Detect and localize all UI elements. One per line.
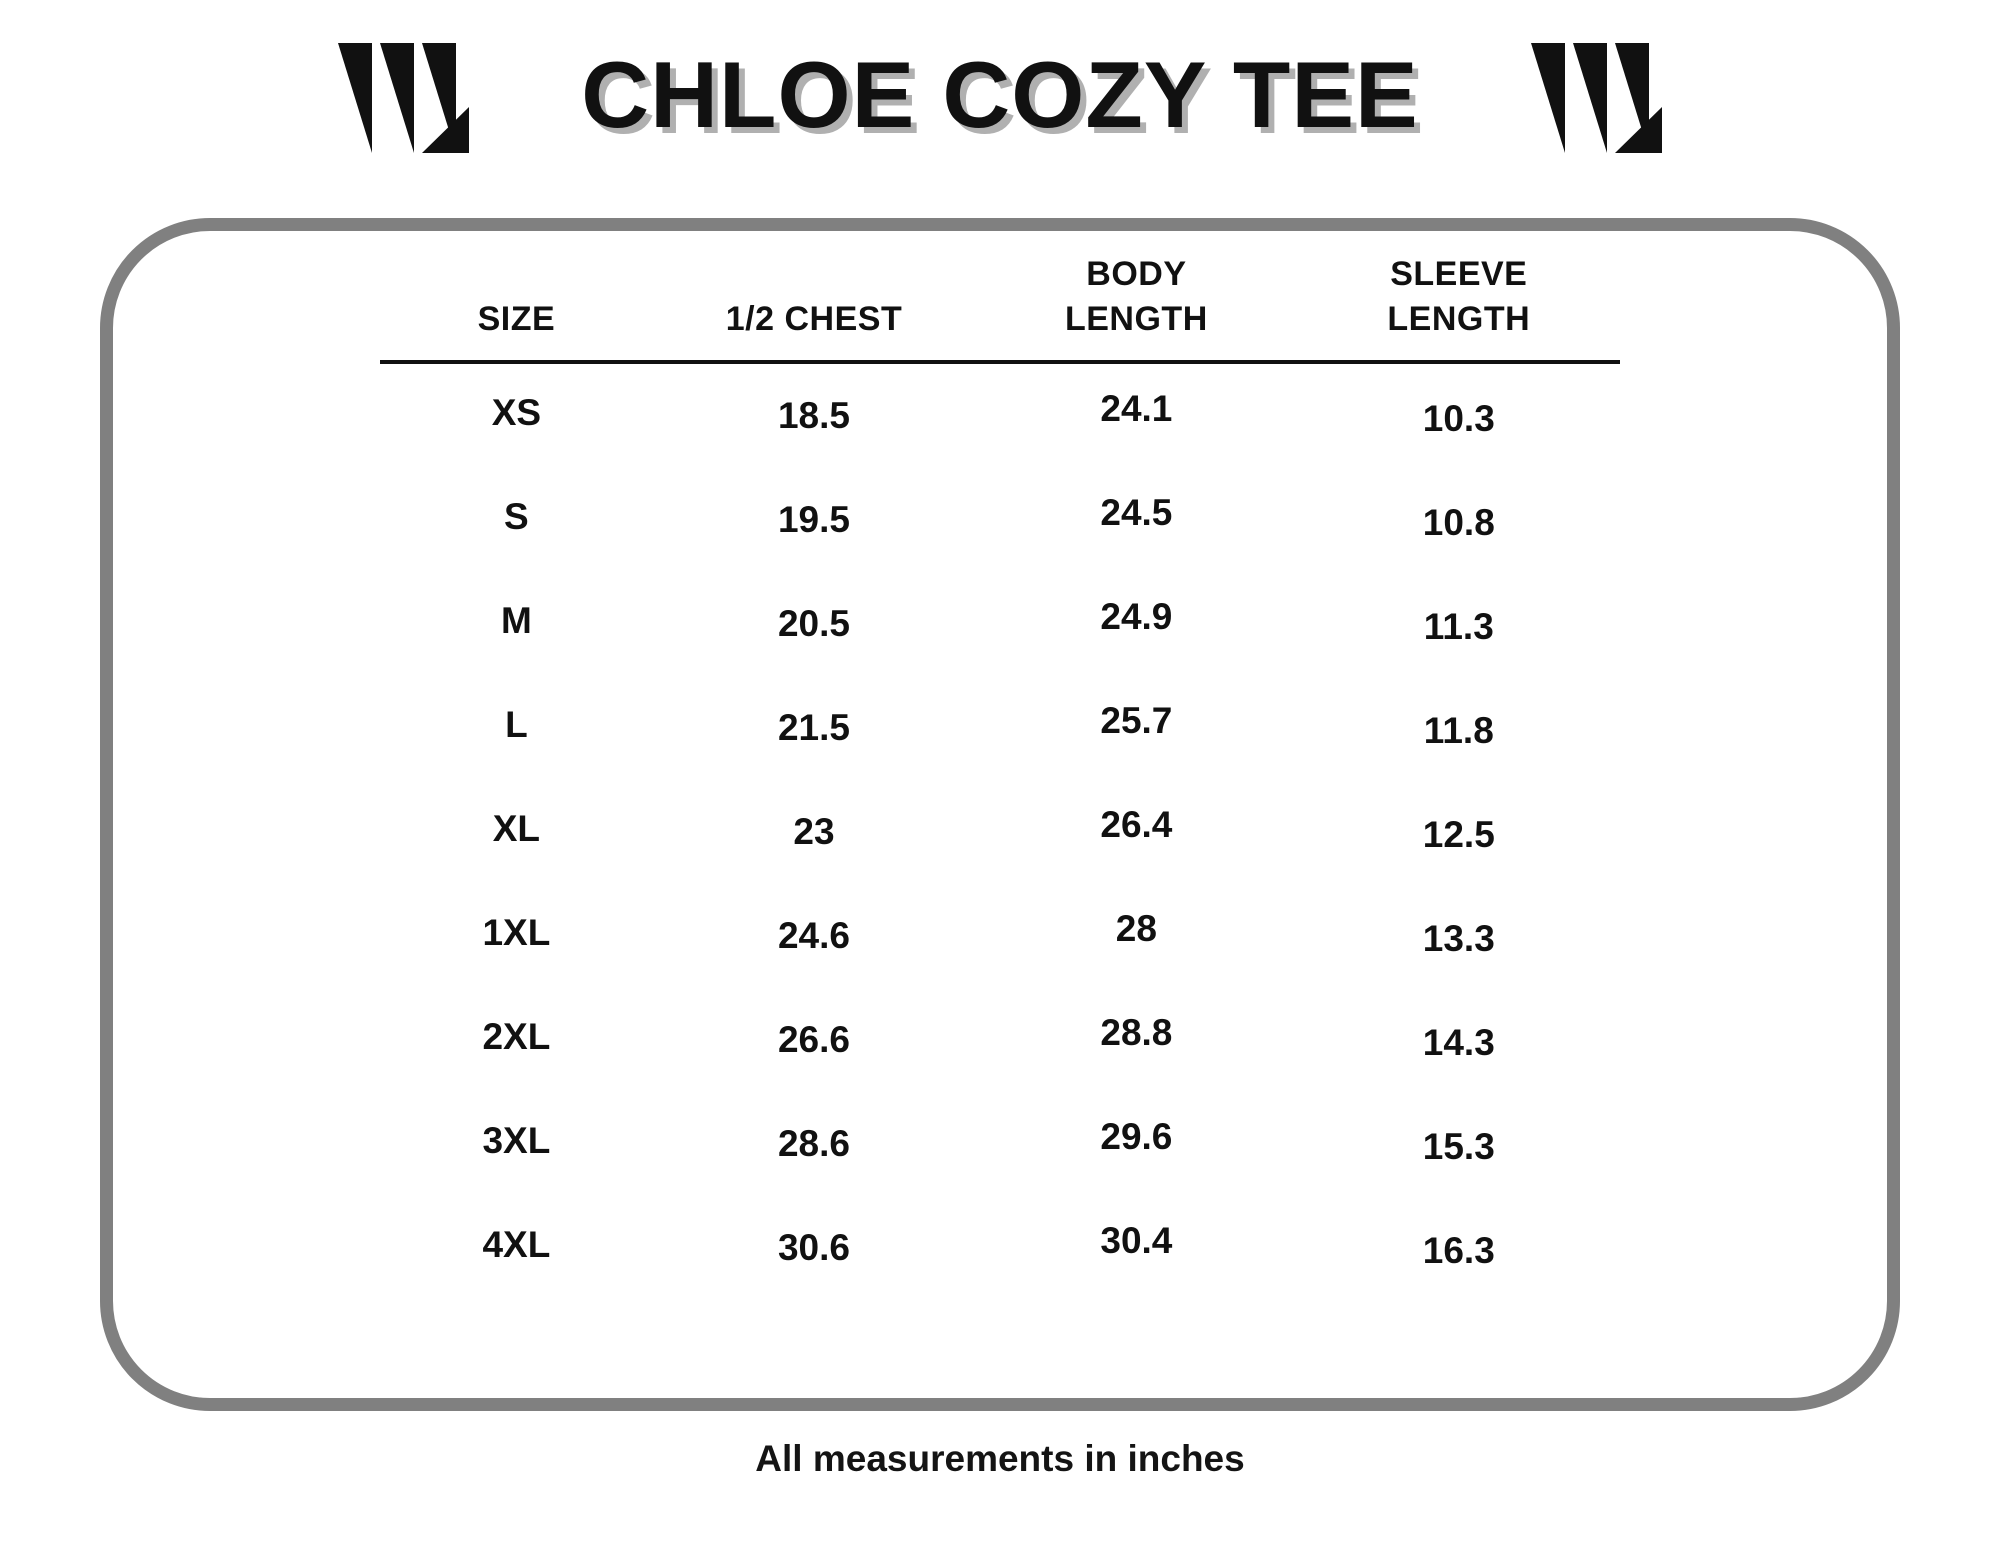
cell-half-chest: 30.6	[777, 1227, 850, 1269]
cell-body-length: 26.4	[1100, 804, 1173, 846]
page-title: CHLOE COZY TEE	[581, 42, 1419, 147]
cell-sleeve-length: 10.3	[1422, 398, 1495, 440]
cell-half-chest: 28.6	[777, 1123, 850, 1165]
cell-size: 3XL	[482, 1120, 551, 1162]
cell-sleeve-length: 13.3	[1422, 918, 1495, 960]
table-row	[380, 1092, 1620, 1196]
table-row	[380, 988, 1620, 1092]
measurements-table	[380, 248, 1620, 1300]
cell-sleeve-length: 11.8	[1423, 710, 1494, 752]
table-row	[380, 362, 1620, 468]
column-header-size-line1: SIZE	[477, 299, 556, 338]
cell-body-length: 24.5	[1100, 492, 1173, 534]
page-header	[0, 28, 2000, 168]
cell-size: XL	[492, 808, 541, 850]
table-row	[380, 884, 1620, 988]
column-header-body-length-line2: LENGTH	[1064, 299, 1208, 338]
cell-body-length: 28	[1115, 908, 1157, 950]
column-header-sleeve-length	[1298, 248, 1620, 362]
cell-body-length: 30.4	[1100, 1220, 1173, 1262]
column-header-body-length-line1: BODY	[1086, 255, 1187, 293]
cell-half-chest: 18.5	[777, 395, 850, 437]
cell-sleeve-length: 15.3	[1422, 1126, 1495, 1168]
cell-size: 4XL	[482, 1224, 551, 1266]
column-header-half-chest-line1: 1/2 CHEST	[725, 299, 903, 338]
column-header-sleeve-length-line1: SLEEVE	[1390, 255, 1528, 293]
cell-sleeve-length: 14.3	[1422, 1022, 1495, 1064]
table-header	[380, 248, 1620, 362]
table-row	[380, 1196, 1620, 1300]
cell-size: 2XL	[482, 1016, 551, 1058]
cell-sleeve-length: 16.3	[1422, 1230, 1495, 1272]
table-header-row	[380, 248, 1620, 362]
cell-sleeve-length: 11.3	[1423, 606, 1494, 648]
measurements-table-container	[380, 248, 1620, 1300]
cell-body-length: 24.9	[1100, 596, 1173, 638]
table-row	[380, 468, 1620, 572]
cell-size: XS	[491, 392, 542, 434]
column-header-body-length	[975, 248, 1297, 362]
cell-body-length: 28.8	[1100, 1012, 1173, 1054]
cell-body-length: 24.1	[1100, 388, 1173, 430]
brand-monogram-right-icon	[1529, 41, 1664, 156]
cell-half-chest: 19.5	[777, 499, 850, 541]
cell-half-chest: 21.5	[777, 707, 850, 749]
cell-sleeve-length: 12.5	[1422, 814, 1495, 856]
cell-body-length: 25.7	[1100, 700, 1173, 742]
column-header-half-chest	[653, 248, 975, 362]
table-body	[380, 362, 1620, 1300]
cell-size: L	[505, 704, 528, 746]
table-row	[380, 780, 1620, 884]
cell-size: 1XL	[482, 912, 551, 954]
cell-size: M	[500, 600, 532, 642]
cell-half-chest: 23	[793, 811, 835, 853]
cell-body-length: 29.6	[1100, 1116, 1173, 1158]
cell-size: S	[504, 496, 529, 538]
table-row	[380, 676, 1620, 780]
column-header-size	[380, 248, 653, 362]
cell-half-chest: 24.6	[777, 915, 850, 957]
cell-sleeve-length: 10.8	[1422, 502, 1495, 544]
column-header-sleeve-length-line2: LENGTH	[1387, 299, 1531, 338]
table-row	[380, 572, 1620, 676]
brand-monogram-left-icon	[336, 41, 471, 156]
cell-half-chest: 26.6	[777, 1019, 850, 1061]
cell-half-chest: 20.5	[777, 603, 850, 645]
measurement-units-note: All measurements in inches	[755, 1438, 1245, 1479]
